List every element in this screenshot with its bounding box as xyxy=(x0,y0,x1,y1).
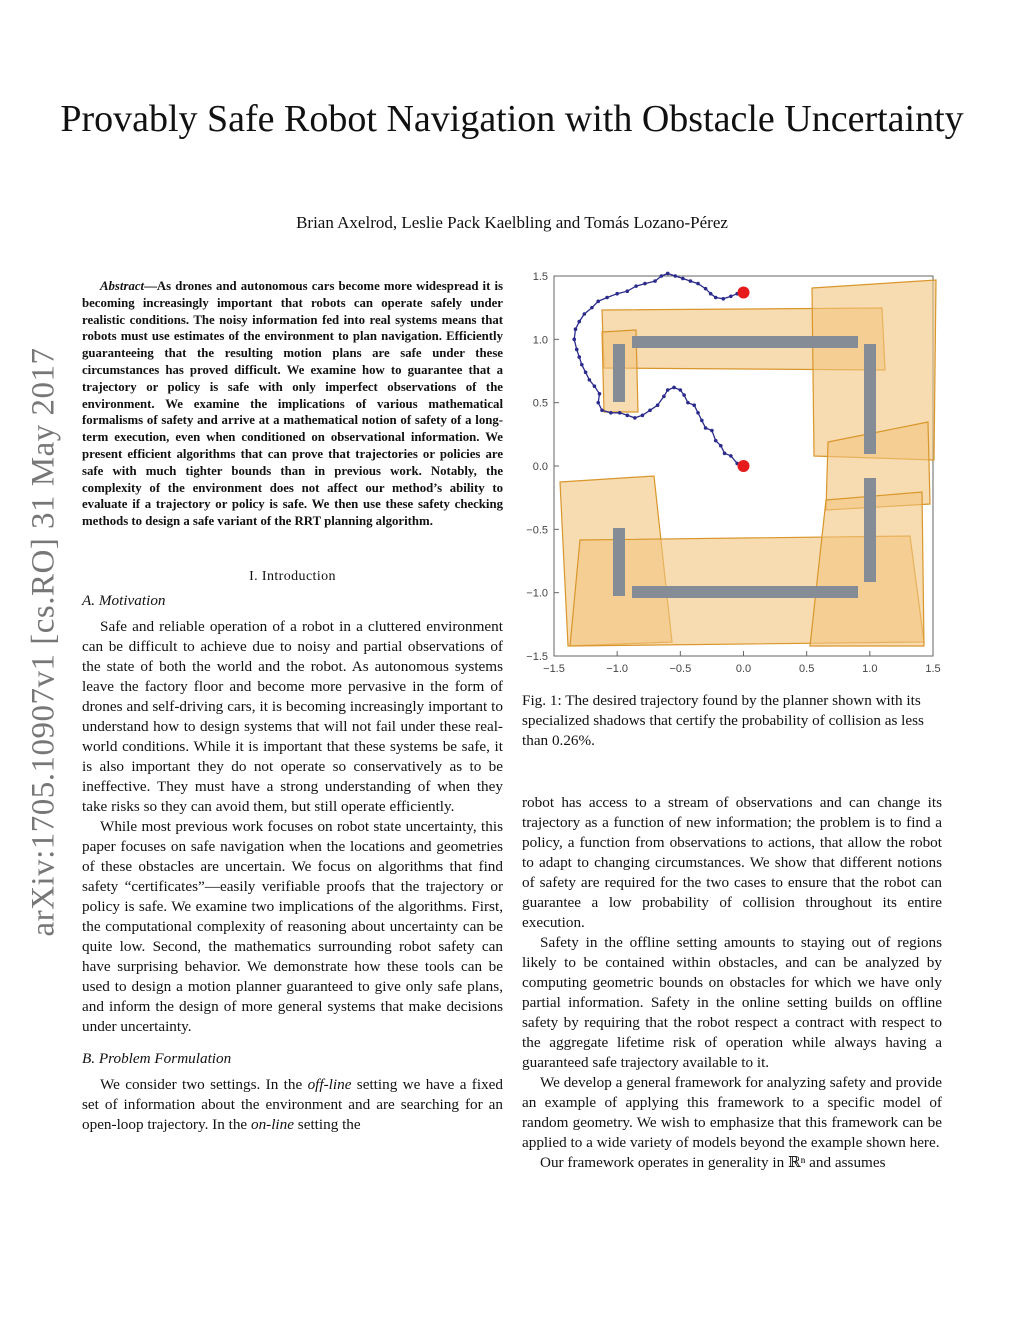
trajectory-point xyxy=(615,292,619,296)
x-tick-label: −0.5 xyxy=(669,663,692,675)
trajectory-point xyxy=(662,395,666,399)
trajectory-point xyxy=(648,408,652,412)
trajectory-point xyxy=(593,384,597,388)
y-tick-label: 1.0 xyxy=(532,334,548,347)
trajectory-point xyxy=(574,327,578,331)
abstract-text: —As drones and autonomous cars become more widespread it is becoming increasingly important that robots can operate safely under realistic conditions. The noisy information fed into real systems means that robots must use estimates of the environment to plan navigation. Efficiently guaranteeing that the resulting motion plans are safe under these circumstances has proved difficult. We examine how to guarantee that a trajectory or policy is safe with only imperfect observations of the environment. We examine the implications of various mathematical formalisms of safety and arrive at a mathematical notion of safety of a long-term execution, even when conditioned on observational information. We present efficient algorithms that can prove that trajectories or policies are safe with much tighter bounds than in previous work. Notably, the complexity of the environment does not affect our method’s ability to evaluate if a trajectory or policy is safe. We then use these safety checking methods to design a safe variant of the RRT planning algorithm. xyxy=(82,279,503,529)
trajectory-point xyxy=(719,444,723,448)
trajectory-point xyxy=(577,355,581,359)
trajectory-point xyxy=(666,272,670,276)
abstract-label: Abstract xyxy=(100,279,145,293)
y-tick-label: −1.5 xyxy=(526,651,548,663)
trajectory-point xyxy=(641,414,645,418)
offline-term: off-line xyxy=(307,1075,352,1093)
trajectory-point xyxy=(605,296,609,300)
y-tick-label: 1.5 xyxy=(532,271,548,283)
trajectory-point xyxy=(596,401,600,405)
y-tick-label: −1.0 xyxy=(526,587,548,600)
trajectory-point xyxy=(729,294,733,298)
trajectory-point xyxy=(653,279,657,283)
trajectory-point xyxy=(577,320,581,324)
paragraph: While most previous work focuses on robot state uncertainty, this paper focuses on safe navigation when the locations and geometries of these obstacles are uncertain. We focus on algorithms that find safety “certificates”—easily verifiable proofs that the trajectory or policy is safe. We examine two implications of the algorithms. First, the computational complexity of reasoning about uncertainty can be quite low. Second, the mathematics surrounding robot safety can have surprising behavior. We demonstrate how these tools can be used to design a motion planner guaranteed to give only safe plans, and inform the design of more general systems that make decisions under uncertainty. xyxy=(82,817,503,1035)
trajectory-point xyxy=(704,287,708,291)
online-term: on-line xyxy=(250,1115,294,1133)
trajectory-point xyxy=(681,277,685,281)
arxiv-id: arXiv:1705.10907v1 [cs.RO] 31 May 2017 xyxy=(25,347,62,937)
trajectory-point xyxy=(673,274,677,278)
trajectory-point xyxy=(580,363,584,367)
arxiv-watermark xyxy=(22,342,66,942)
trajectory-point xyxy=(625,289,629,293)
right-column xyxy=(522,793,942,1173)
x-tick-label: −1.5 xyxy=(543,663,565,675)
trajectory-point xyxy=(600,408,604,412)
paragraph: We develop a general framework for analyzing safety and provide an example of applying this framework to a specific model of random geometry. We wish to emphasize that this framework can be applied to a wide variety of models beyond the example shown here. xyxy=(522,1074,942,1151)
trajectory-point xyxy=(689,279,693,283)
x-tick-label: 0.5 xyxy=(799,663,815,675)
paragraph: Our framework operates in generality in ℝⁿ and assumes xyxy=(540,1154,886,1171)
obstacle-bottom xyxy=(632,586,858,598)
trajectory-point xyxy=(633,416,637,420)
goal-point xyxy=(738,286,750,298)
trajectory-point xyxy=(572,338,576,342)
figure-plot xyxy=(520,270,948,690)
trajectory-point xyxy=(618,411,622,415)
paragraph: We consider two settings. In the off-line setting we have a fixed set of information about the environment and are searching for an open-loop trajectory. In the on-line setting the xyxy=(82,1075,503,1133)
trajectory-point xyxy=(700,419,704,423)
figure-caption: Fig. 1: The desired trajectory found by the planner shown with its specialized shadows that certify the probability of collision as less than 0.26%. xyxy=(522,692,924,749)
start-point xyxy=(738,460,750,472)
section-heading: I. Introduction xyxy=(249,568,336,584)
trajectory-point xyxy=(596,300,600,304)
trajectory-point xyxy=(723,452,727,456)
trajectory-figure xyxy=(520,270,948,690)
left-column xyxy=(82,278,503,1135)
trajectory-point xyxy=(672,386,676,390)
x-tick-label: −1.0 xyxy=(606,663,629,675)
trajectory-point xyxy=(590,306,594,310)
trajectory-point xyxy=(682,393,686,397)
trajectory-point xyxy=(679,388,683,392)
trajectory-point xyxy=(709,292,713,296)
x-tick-label: 1.5 xyxy=(925,663,941,675)
trajectory-point xyxy=(710,429,714,433)
trajectory-point xyxy=(714,296,718,300)
abstract xyxy=(82,278,503,530)
trajectory-point xyxy=(643,282,647,286)
y-tick-label: 0.0 xyxy=(532,461,548,473)
trajectory-point xyxy=(729,454,733,458)
obstacle-right-lower xyxy=(864,478,876,582)
trajectory-point xyxy=(714,439,718,443)
paragraph: robot has access to a stream of observations and can change its trajectory as a function of new information; the problem is to find a policy, a function from observations to actions, that allow the robot to adapt to changing circumstances. We show that different notions of safety are required for the two cases to ensure that the robot can guarantee a low probability of collision throughout its entire execution. xyxy=(522,794,942,931)
trajectory-point xyxy=(666,388,670,392)
y-tick-label: 0.5 xyxy=(532,397,548,410)
trajectory-point xyxy=(588,378,592,382)
trajectory-point xyxy=(686,401,690,405)
trajectory-point xyxy=(575,348,579,352)
trajectory-point xyxy=(696,411,700,415)
obstacle-upper-left xyxy=(613,344,625,402)
trajectory-point xyxy=(583,312,587,316)
obstacle-top xyxy=(632,336,858,348)
trajectory-point xyxy=(584,370,588,374)
y-tick-label: −0.5 xyxy=(526,524,548,537)
x-tick-label: 0.0 xyxy=(735,663,752,675)
subsection-motivation: A. Motivation xyxy=(82,591,166,609)
authors: Brian Axelrod, Leslie Pack Kaelbling and Tomás Lozano-Pérez xyxy=(296,213,728,232)
trajectory-point xyxy=(625,414,629,418)
paper-title: Provably Safe Robot Navigation with Obstacle Uncertainty xyxy=(60,98,964,140)
trajectory-point xyxy=(656,403,660,407)
subsection-problem: B. Problem Formulation xyxy=(82,1049,232,1067)
trajectory-point xyxy=(660,274,664,278)
obstacle-right-upper xyxy=(864,344,876,454)
trajectory-point xyxy=(696,282,700,286)
obstacle-left-lower xyxy=(613,528,625,596)
trajectory-point xyxy=(692,403,696,407)
trajectory-point xyxy=(721,297,725,301)
trajectory-point xyxy=(634,284,638,288)
trajectory-point xyxy=(704,426,708,430)
x-tick-label: 1.0 xyxy=(862,663,878,675)
paragraph: Safe and reliable operation of a robot in a cluttered environment can be difficult to achieve due to noisy and partial observations of the state of both the world and the robot. As autonomous systems leave the factory floor and become more pervasive in the form of drones and self-driving cars, it is becoming increasingly important to understand how to design systems that will not fail under these real-world conditions. While it is important that these systems be safe, it is also important they do not operate so conservatively as to be ineffective. They must have a strong understanding of when they take risks so they can avoid them, but still operate efficiently. xyxy=(82,617,503,815)
trajectory-point xyxy=(598,392,602,396)
paragraph: Safety in the offline setting amounts to staying out of regions likely to be contained within obstacles, and can be analyzed by computing geometric bounds on obstacles for which we have only partial information. Safety in the online setting builds on offline safety by requiring that the robot respect a contract with respect to the aggregate lifetime risk of operation while always having a guaranteed safe trajectory available to it. xyxy=(522,934,942,1071)
trajectory-point xyxy=(609,411,613,415)
